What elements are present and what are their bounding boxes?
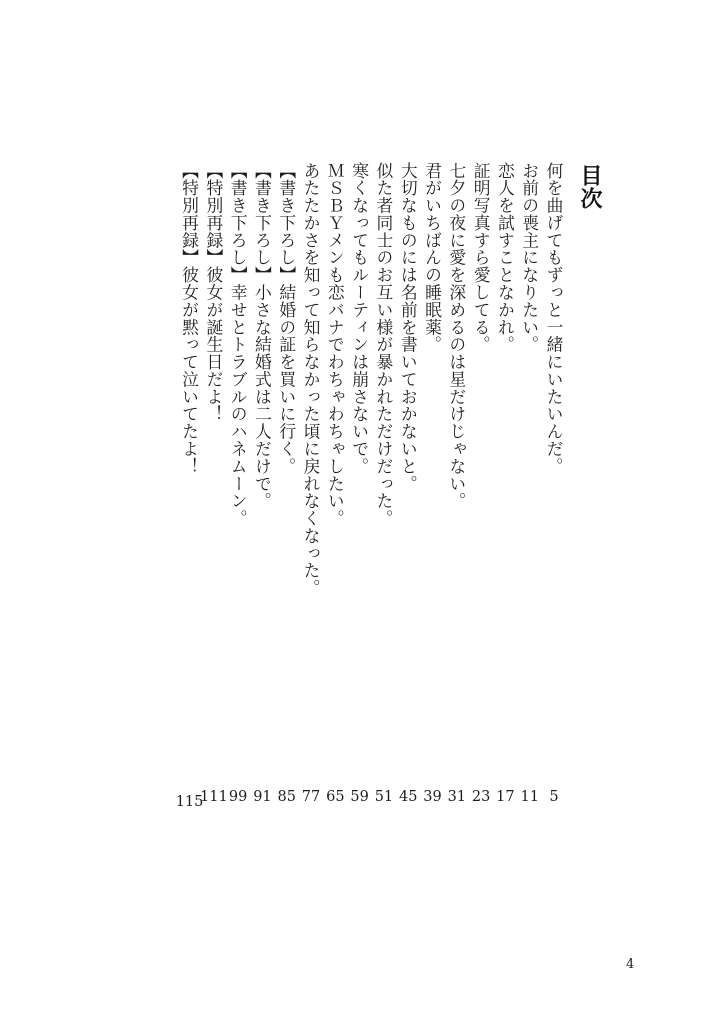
toc-entry-title: 【特別再録】彼女が黙って泣いてたよ！ [179,162,200,476]
toc-entry-page: 11 [520,789,539,805]
toc-entry [470,162,492,805]
toc-entry-page: 77 [301,789,321,805]
toc-entry-title: 何を曲げてもずっと一緒にいたいんだ。 [544,162,564,476]
toc-entry [200,162,228,805]
toc-entry-title: 【書き下ろし】幸せとトラブルのハネムーン。 [228,162,249,528]
toc-entry-page: 51 [374,789,394,805]
toc-entry [276,162,298,805]
page-number: 4 [626,957,635,972]
toc-entry-title: 大切なものには名前を書いておかないと。 [398,162,419,493]
toc-entry-title: 恋人を試すことなかれ。 [495,162,516,354]
toc-entry [175,162,204,810]
toc-entry-title: 【特別再録】彼女が誕生日だよ！ [203,162,224,423]
toc-entry-title: 【書き下ろし】結婚の証を買いに行く。 [276,162,297,476]
toc-entry [446,162,468,805]
toc-entry [519,162,541,805]
toc-entry [543,162,565,805]
toc-entry-page: 23 [471,789,491,805]
toc-entry-page: 31 [447,789,467,805]
toc-entry-page: 65 [326,789,345,805]
toc-entry [227,162,249,805]
toc-entry [349,162,371,805]
toc-entry [397,162,419,805]
toc-entry [373,162,395,805]
toc-entry [422,162,444,805]
toc-entry-title: ＭＳＢＹメンも恋バナでわちゃわちゃしたい。 [325,162,346,528]
toc-entry-title: 証明写真すら愛してる。 [471,162,492,354]
toc-entry-page: 91 [253,789,272,805]
toc-entry-page: 99 [228,789,248,805]
toc-entry-title: 君がいちばんの睡眠薬。 [422,162,443,354]
toc-entry-title: 七夕の夜に愛を深めるのは星だけじゃない。 [446,162,467,510]
toc-entry-page: 17 [496,789,515,805]
toc-entry [251,162,273,805]
toc-entry [300,162,322,805]
toc-entry-page: 59 [350,789,369,805]
toc-entry-title: 似た者同士のお互い様が暴かれただけだった。 [373,162,394,528]
toc-entry-page: 85 [277,789,296,805]
toc-entry-page: 45 [398,789,418,805]
toc-heading: 目次 [577,164,602,210]
toc-entry [324,162,346,805]
toc-entries [175,162,565,810]
toc-entry-page: 5 [549,789,559,805]
toc-entry-title: お前の喪主になりたい。 [519,162,540,354]
toc-entry [494,162,516,805]
toc-entry-page: 115 [175,794,204,810]
toc-entry-title: 寒くなってもルーティンは崩さないで。 [349,162,370,476]
toc-entry-page: 111 [200,789,228,805]
toc-entry-page: 39 [423,789,442,805]
toc-entry-title: 【書き下ろし】小さな結婚式は二人だけで。 [252,162,273,510]
toc-entry-title: あたたかさを知って知らなかった頃に戻れなくなった。 [301,162,322,597]
